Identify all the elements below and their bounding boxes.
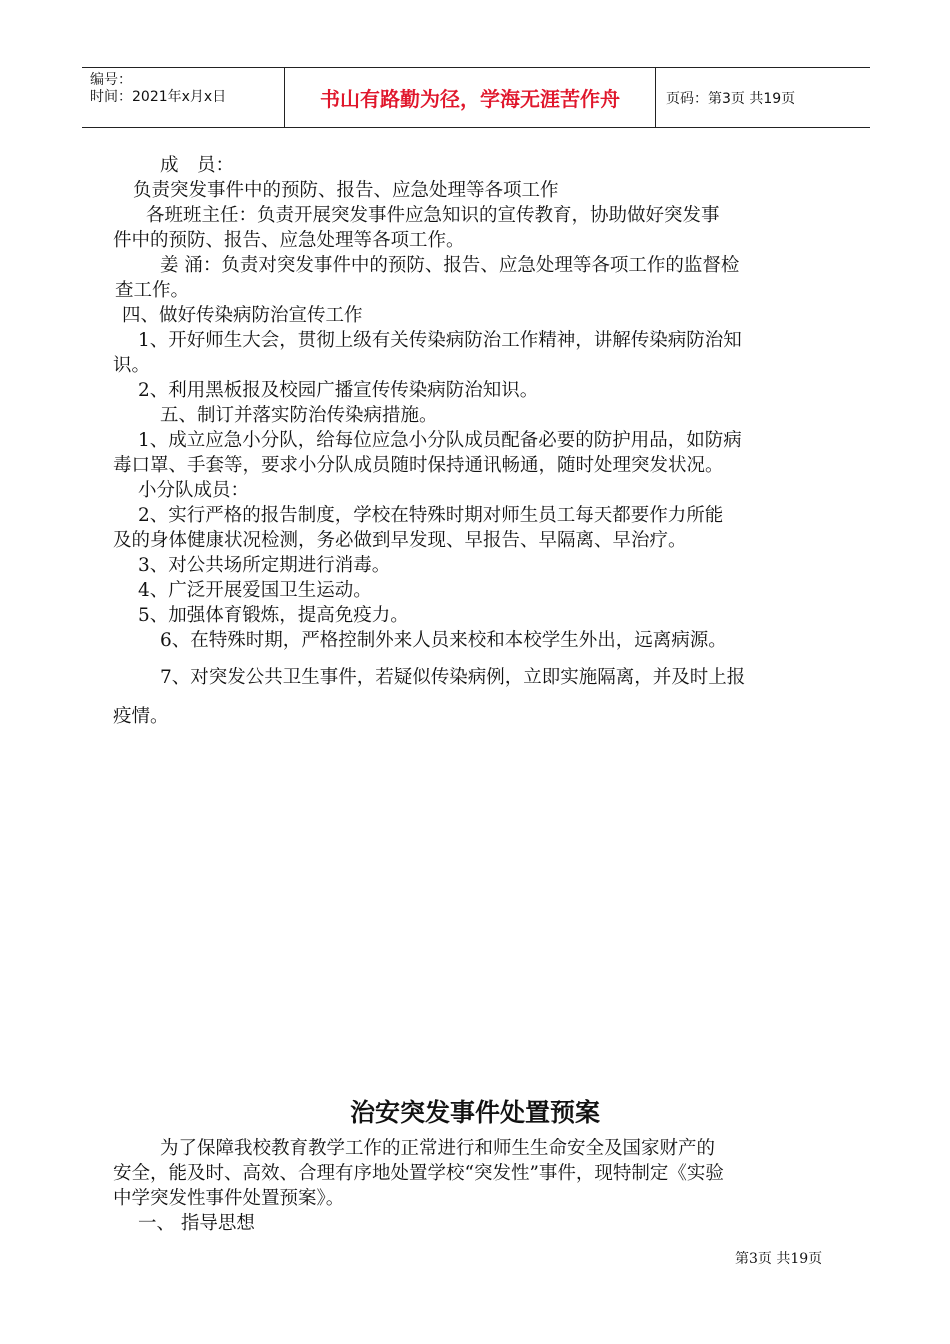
- body-line: 件中的预防、报告、应急处理等各项工作。: [113, 230, 465, 251]
- body-line: 2、利用黑板报及校园广播宣传传染病防治知识。: [138, 380, 539, 401]
- body-line: 1、开好师生大会，贯彻上级有关传染病防治工作精神，讲解传染病防治知: [138, 330, 742, 351]
- body-line: 6、在特殊时期，严格控制外来人员来校和本校学生外出，远离病源。: [160, 630, 727, 651]
- header-page-info: 页码：第3页 共19页: [666, 90, 796, 107]
- body-line: 查工作。: [115, 280, 190, 301]
- header-motto: 书山有路勤为径，学海无涯苦作舟: [284, 68, 656, 127]
- body-line: 1、成立应急小分队，给每位应急小分队成员配备必要的防护用品，如防病: [138, 430, 742, 451]
- body-line: 识。: [113, 355, 151, 376]
- body-line: 7、对突发公共卫生事件，若疑似传染病例，立即实施隔离，并及时上报: [160, 667, 746, 688]
- body-line: 负责突发事件中的预防、报告、应急处理等各项工作: [133, 180, 559, 201]
- body-line: 各班班主任：负责开展突发事件应急知识的宣传教育，协助做好突发事: [146, 205, 720, 226]
- page-footer: 第3页 共19页: [735, 1251, 823, 1267]
- intro-line: 中学突发性事件处置预案》。: [113, 1188, 345, 1209]
- section-heading: 五、制订并落实防治传染病措施。: [160, 405, 438, 426]
- document-date: 时间：2021年x月x日: [90, 89, 227, 105]
- body-line: 成 员：: [160, 155, 235, 176]
- document-number-label: 编号：: [90, 72, 132, 88]
- intro-line: 为了保障我校教育教学工作的正常进行和师生生命安全及国家财产的: [160, 1138, 716, 1159]
- body-line: 毒口罩、手套等，要求小分队成员随时保持通讯畅通，随时处理突发状况。: [113, 455, 724, 476]
- section-heading: 一、 指导思想: [138, 1213, 255, 1234]
- page-header: [82, 67, 870, 128]
- section-heading: 四、做好传染病防治宣传工作: [122, 305, 363, 326]
- section-title: 治安突发事件处置预案: [349, 1098, 600, 1127]
- body-line: 姜 涌：负责对突发事件中的预防、报告、应急处理等各项工作的监督检: [160, 255, 740, 276]
- intro-line: 安全，能及时、高效、合理有序地处置学校“突发性”事件，现特制定《实验: [113, 1163, 724, 1184]
- body-line: 4、广泛开展爱国卫生运动。: [138, 580, 372, 601]
- body-line: 2、实行严格的报告制度，学校在特殊时期对师生员工每天都要作力所能: [138, 505, 724, 526]
- body-line: 小分队成员：: [138, 480, 250, 501]
- body-line: 5、加强体育锻炼，提高免疫力。: [138, 605, 409, 626]
- body-line: 3、对公共场所定期进行消毒。: [138, 555, 391, 576]
- body-line: 及的身体健康状况检测，务必做到早发现、早报告、早隔离、早治疗。: [113, 530, 687, 551]
- body-line: 疫情。: [113, 706, 169, 727]
- header-meta: [82, 68, 284, 127]
